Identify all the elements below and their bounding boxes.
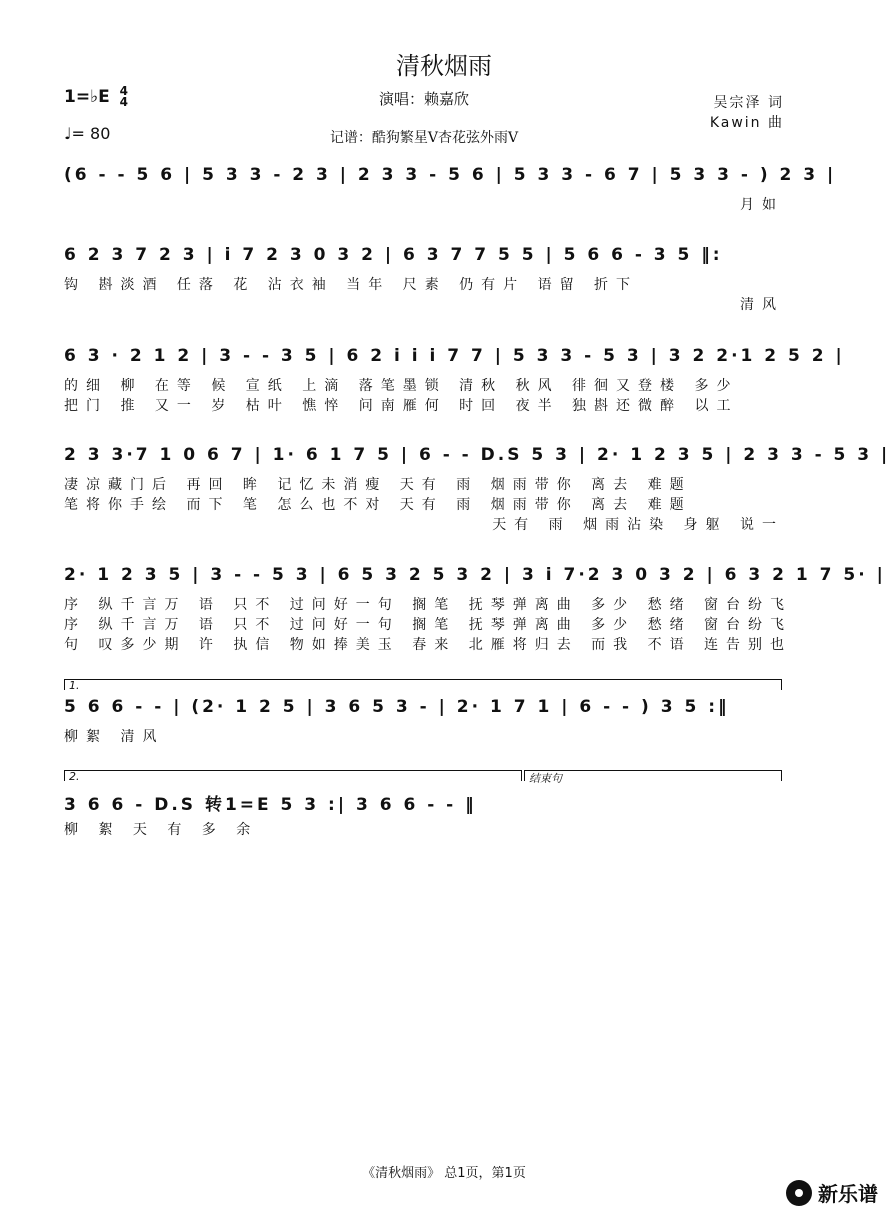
time-bottom: 4 xyxy=(119,95,128,109)
singer-credit: 演唱：赖嘉欣 xyxy=(378,90,469,108)
lyric-line: 钩 斟淡酒 任落 花 沾衣袖 当年 尺素 仍有片 语留 折下 xyxy=(64,277,639,293)
lyric-line: 柳 絮 天 有 多 余 xyxy=(64,822,259,838)
key-label: 1=♭E xyxy=(64,87,110,107)
brand-logo xyxy=(786,1178,878,1207)
notation-line: 6 3 · 2 1 2 | 3 - - 3 5 | 6 2 i i i 7 7 | 5 3 3 - 5 3 | 3 2 2·1 2 5 2 | xyxy=(64,346,845,366)
notation-line: 3 6 6 - D.S 转1=E 5 3 :| 3 6 6 - - ‖ xyxy=(64,795,477,815)
transcriber-credit: 记谱：酷狗繁星V杏花弦外雨V xyxy=(329,130,519,146)
time-top: 4 xyxy=(119,84,128,98)
composer-credit: Kawin 曲 xyxy=(709,115,784,131)
ending-bracket xyxy=(524,770,782,785)
lyric-line: 的细 柳 在等 候 宣纸 上滴 落笔墨锁 清秋 秋风 徘徊又登楼 多少 xyxy=(64,378,739,394)
score-system-4 xyxy=(64,445,890,535)
score-system-7 xyxy=(64,790,784,840)
brand-name: 新乐谱 xyxy=(818,1182,878,1206)
lyric-line: 序 纵千言万 语 只不 过问好一句 搁笔 抚琴弹离曲 多少 愁绪 窗台纷飞 xyxy=(64,617,793,633)
volta-bracket-2 xyxy=(64,770,522,781)
lyric-line: 序 纵千言万 语 只不 过问好一句 搁笔 抚琴弹离曲 多少 愁绪 窗台纷飞 xyxy=(64,597,793,613)
notation-line: 6 2 3 7 2 3 | i 7 2 3 0 3 2 | 6 3 7 7 5 5 | 5 6 6 - 3 5 ‖: xyxy=(64,245,723,265)
song-title: 清秋烟雨 xyxy=(396,52,492,80)
lyricist-credit: 吴宗泽 词 xyxy=(713,95,784,111)
score-system-6 xyxy=(64,697,784,747)
lyric-line: 柳絮 清风 xyxy=(64,729,165,745)
lyric-line: 把门 推 又一 岁 枯叶 憔悴 问南雁何 时回 夜半 独斟还微醉 以工 xyxy=(64,398,739,414)
notation-line: 2· 1 2 3 5 | 3 - - 5 3 | 6 5 3 2 5 3 2 | 3 i 7·2 3 0 3 2 | 6 3 2 1 7 5· | xyxy=(64,565,886,585)
lyric-line: 清风 xyxy=(740,297,784,313)
time-signature xyxy=(120,86,128,108)
score-system-3 xyxy=(64,346,845,416)
score-system-1 xyxy=(64,165,837,215)
score-system-2 xyxy=(64,245,784,315)
score-system-5 xyxy=(64,565,886,655)
volta-bracket-1 xyxy=(64,679,782,690)
lyric-line: 笔将你手绘 而下 笔 怎么也不对 天有 雨 烟雨带你 离去 难题 xyxy=(64,497,692,513)
lyric-line: 月如 xyxy=(740,197,784,213)
tempo-marking: ♩= 80 xyxy=(64,124,111,143)
page-footer: 《清秋烟雨》 总1页，第1页 xyxy=(362,1166,526,1181)
notation-line: 2 3 3·7 1 0 6 7 | 1· 6 1 7 5 | 6 - - D.S 5 3 | 2· 1 2 3 5 | 2 3 3 - 5 3 | xyxy=(64,445,890,465)
notation-line: (6 - - 5 6 | 5 3 3 - 2 3 | 2 3 3 - 5 6 | 5 3 3 - 6 7 | 5 3 3 - ) 2 3 | xyxy=(64,165,837,185)
lyric-line: 天有 雨 烟雨沾染 身躯 说一 xyxy=(492,517,784,533)
key-signature xyxy=(64,86,128,108)
volta-label: 1. xyxy=(69,679,80,692)
volta-label: 2. xyxy=(69,770,80,783)
ending-label: 结束句 xyxy=(529,772,562,785)
vinyl-disc-icon xyxy=(786,1180,812,1206)
notation-line: 5 6 6 - - | (2· 1 2 5 | 3 6 5 3 - | 2· 1 7 1 | 6 - - ) 3 5 :‖ xyxy=(64,697,730,717)
lyric-line: 凄凉藏门后 再回 眸 记忆未消瘦 天有 雨 烟雨带你 离去 难题 xyxy=(64,477,692,493)
lyric-line: 句 叹多少期 许 执信 物如捧美玉 春来 北雁将归去 而我 不语 连告别也 xyxy=(64,637,793,653)
